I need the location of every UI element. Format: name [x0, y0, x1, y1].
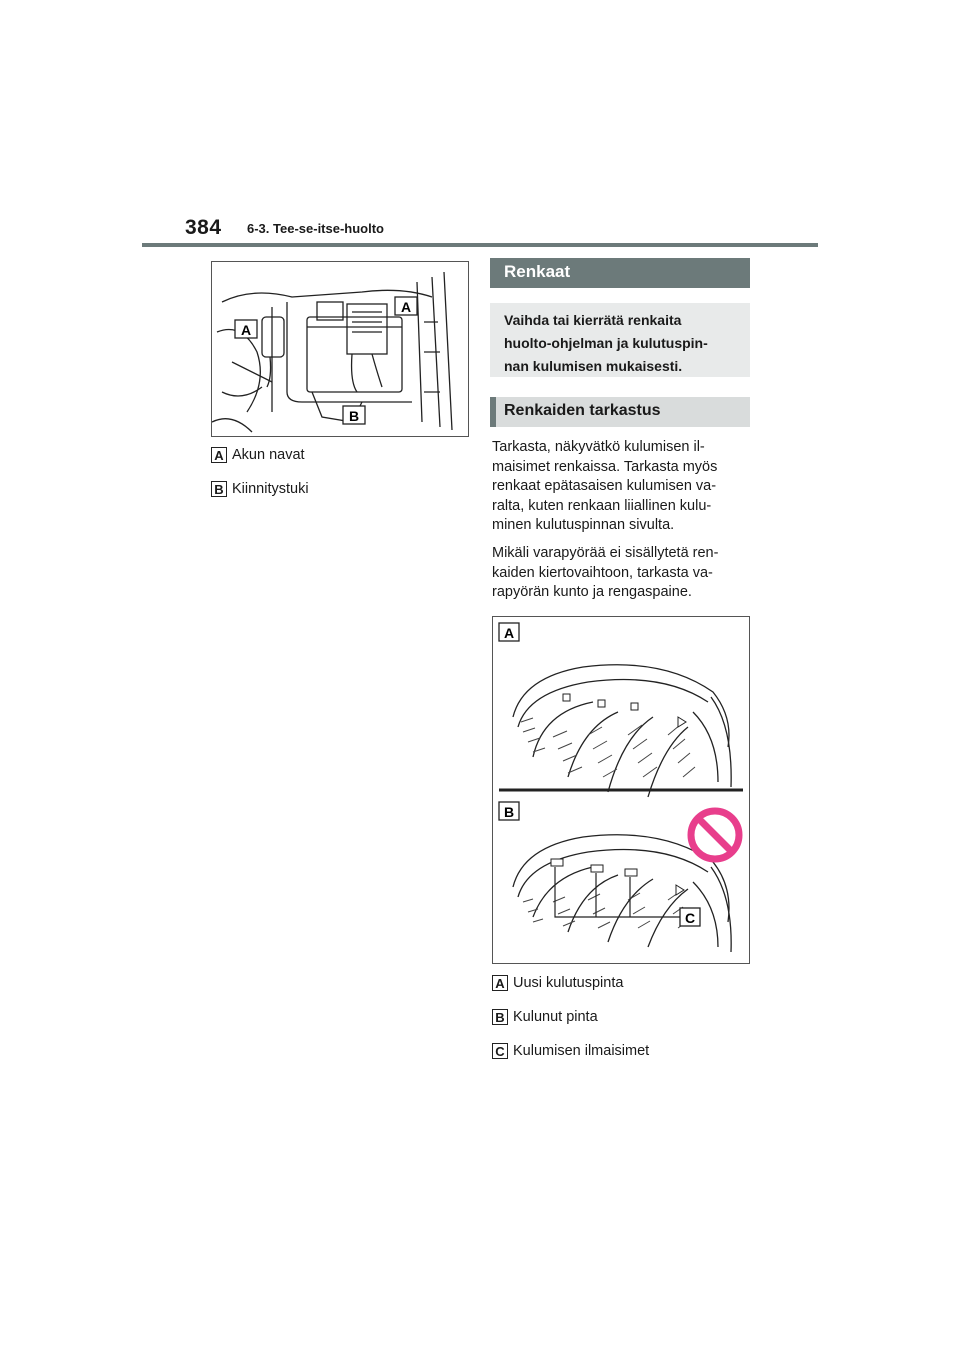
tire-tread-illustration: [492, 616, 750, 964]
tires-heading: Renkaat: [490, 258, 750, 288]
spare-tire-paragraph: [492, 544, 754, 603]
tire-inspection-title: Renkaiden tarkastus: [504, 402, 661, 419]
paragraph-line: ralta, kuten renkaan liiallinen kulu-: [492, 497, 712, 514]
heading-accent-bar: [490, 397, 496, 427]
legend-item: [492, 1009, 598, 1025]
inspection-paragraph: [492, 438, 754, 536]
paragraph-line: kaiden kiertovaihtoon, tarkasta va-: [492, 564, 713, 581]
legend-item: [492, 1043, 649, 1059]
legend-text: Kulumisen ilmaisimet: [513, 1043, 650, 1059]
tire-inspection-heading: [490, 397, 750, 427]
note-line: huolto-ohjelman ja kulutuspin-: [504, 335, 708, 351]
paragraph-line: Tarkasta, näkyvätkö kulumisen il-: [492, 439, 705, 455]
legend-key: B: [211, 481, 227, 497]
legend-text: Kulunut pinta: [513, 1009, 598, 1025]
legend-text: Uusi kulutuspinta: [513, 975, 624, 991]
paragraph-line: renkaat epätasaisen kulumisen va-: [492, 478, 717, 494]
legend-item: [211, 481, 309, 497]
legend-key: A: [492, 975, 508, 991]
callout-a: A: [503, 625, 515, 641]
section-title: 6-3. Tee-se-itse-huolto: [247, 221, 385, 236]
paragraph-line: minen kulutuspinnan sivulta.: [492, 517, 675, 533]
callout-a-left: A: [240, 322, 252, 338]
legend-key: A: [211, 447, 227, 463]
paragraph-line: maisimet renkaissa. Tarkasta myös: [492, 458, 718, 475]
callout-b: B: [348, 408, 360, 424]
legend-key: B: [492, 1009, 508, 1025]
paragraph-line: rapyörän kunto ja rengaspaine.: [492, 584, 692, 600]
note-line: nan kulumisen mukaisesti.: [504, 358, 683, 374]
callout-a-right: A: [400, 299, 412, 315]
battery-illustration: [211, 261, 469, 437]
page-number: 384: [185, 216, 222, 239]
paragraph-line: Mikäli varapyörää ei sisällytetä ren-: [492, 545, 719, 561]
tires-note: [490, 303, 750, 377]
note-line: Vaihda tai kierrätä renkaita: [504, 312, 682, 328]
legend-item: [211, 447, 305, 463]
callout-b: B: [503, 804, 515, 820]
legend-key: C: [492, 1043, 508, 1059]
legend-text: Kiinnitystuki: [232, 481, 309, 497]
header-divider: [142, 243, 818, 247]
legend-item: [492, 975, 623, 991]
legend-text: Akun navat: [232, 447, 305, 463]
callout-c: C: [684, 910, 696, 926]
